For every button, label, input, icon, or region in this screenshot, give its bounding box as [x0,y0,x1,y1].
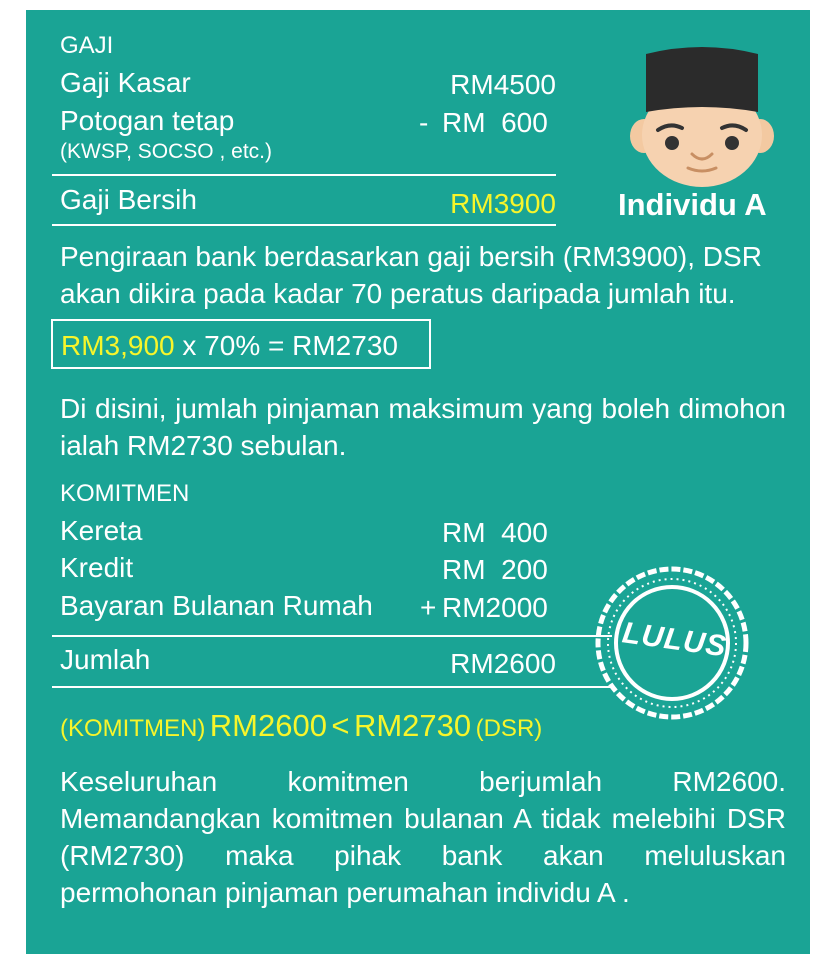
komitmen-total-value: RM2600 [450,648,556,679]
komitmen-item-label: Bayaran Bulanan Rumah [60,590,373,621]
komitmen-item-label: Kereta [60,515,143,546]
divider-line [52,224,556,226]
formula-box [51,319,431,369]
divider-line [52,686,612,688]
comparison-left-value: RM2600 [209,708,327,743]
komitmen-item-value: RM 200 [442,554,548,585]
komitmen-total-label: Jumlah [60,644,151,675]
net-salary-label: Gaji Bersih [60,184,197,215]
komitmen-heading: KOMITMEN [60,480,190,507]
gaji-heading: GAJI [60,32,114,59]
deduction-value: RM 600 [442,107,548,138]
individual-label: Individu A [618,187,767,222]
formula-rest: x 70% = RM2730 [174,330,398,361]
gross-salary-value: RM4500 [450,69,556,100]
infographic-card [26,10,810,954]
deduction-sign: - [419,107,429,138]
comparison-line [60,708,542,744]
comparison-right-value: RM2730 [353,708,472,743]
lulus-stamp [594,565,750,721]
divider-line [52,174,556,176]
komitmen-item-value: RM 400 [442,517,548,548]
comparison-right-tag: (DSR) [475,715,543,742]
gross-salary-label: Gaji Kasar [60,67,191,98]
stamp-label: LULUS [620,616,729,664]
boy-face-icon [624,40,780,190]
divider-line [52,635,612,637]
comparison-operator: < [331,708,350,743]
komitmen-item-sign: + [420,592,437,623]
komitmen-item-label: Kredit [60,552,134,583]
formula-text [61,330,398,362]
deduction-note: (KWSP, SOCSO , etc.) [60,140,272,163]
komitmen-item-value: RM2000 [442,592,548,623]
formula-amount: RM3,900 [61,330,175,361]
net-salary-value: RM3900 [450,188,556,219]
comparison-left-tag: (KOMITMEN) [60,715,206,742]
conclusion-text: Keseluruhan komitmen berjumlah RM2600. Memandangkan komitmen bulanan A tidak melebihi DSR (RM2730) maka pihak bank akan meluluskan permohonan pinjaman perumahan individu A . [60,766,786,908]
max-loan-text: Di disini, jumlah pinjaman maksimum yang boleh dimohon ialah RM2730 sebulan. [60,393,786,461]
bank-calculation-text: Pengiraan bank berdasarkan gaji bersih (RM3900), DSR akan dikira pada kadar 70 peratus daripada jumlah itu. [60,241,762,309]
deduction-label: Potogan tetap [60,105,235,136]
